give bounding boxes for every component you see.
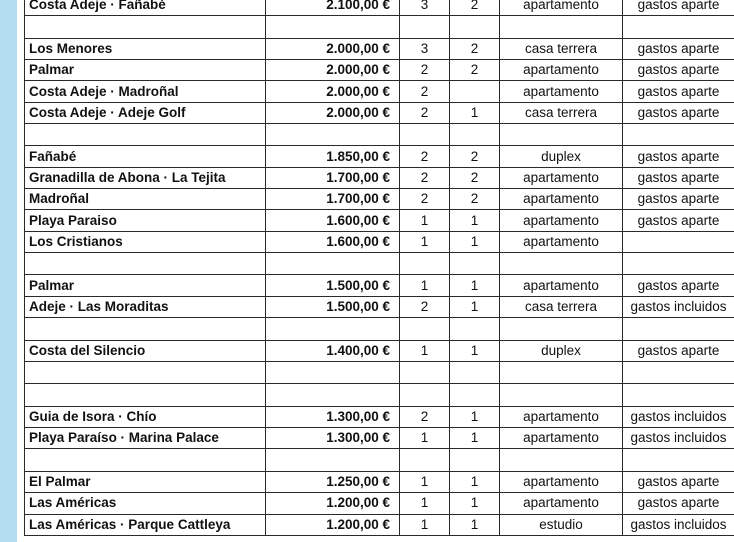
location-cell: Costa Adeje · Adeje Golf [25,102,266,123]
location-cell: Costa Adeje · Fañabé [25,0,266,16]
expenses-cell: gastos aparte [623,167,734,188]
bathrooms-cell: 2 [450,0,500,16]
price-cell: 2.000,00 € [266,60,400,81]
location-cell [25,16,266,39]
bathrooms-cell: 1 [450,231,500,252]
table-row [25,102,734,123]
table-row-empty [25,449,734,472]
property-type-cell: apartamento [500,471,623,492]
property-type-cell: apartamento [500,60,623,81]
bedrooms-cell: 3 [400,38,450,59]
expenses-cell: gastos aparte [623,275,734,296]
expenses-cell: gastos incluidos [623,406,734,427]
location-cell: Las Américas · Parque Cattleya [25,514,266,535]
location-cell: Palmar [25,275,266,296]
location-cell: Fañabé [25,146,266,167]
expenses-cell [623,252,734,275]
property-type-cell [500,361,623,384]
location-cell [25,252,266,275]
price-cell: 1.500,00 € [266,296,400,317]
bedrooms-cell: 2 [400,296,450,317]
expenses-cell: gastos incluidos [623,514,734,535]
bedrooms-cell: 2 [400,189,450,210]
bedrooms-cell: 2 [400,146,450,167]
location-cell: Las Américas [25,493,266,514]
location-cell: El Palmar [25,471,266,492]
price-cell: 1.700,00 € [266,167,400,188]
expenses-cell: gastos aparte [623,60,734,81]
price-cell [266,16,400,39]
property-type-cell: apartamento [500,275,623,296]
expenses-cell: gastos aparte [623,146,734,167]
expenses-cell [623,318,734,341]
bathrooms-cell: 1 [450,406,500,427]
location-cell [25,361,266,384]
price-cell [266,123,400,146]
price-cell: 1.400,00 € [266,340,400,361]
bedrooms-cell: 3 [400,0,450,16]
bedrooms-cell: 2 [400,167,450,188]
bathrooms-cell [450,16,500,39]
table-row-empty [25,361,734,384]
property-type-cell [500,384,623,407]
location-cell: Guia de Isora · Chío [25,406,266,427]
location-cell [25,449,266,472]
property-type-cell: apartamento [500,493,623,514]
bathrooms-cell: 1 [450,428,500,449]
location-cell: Costa del Silencio [25,340,266,361]
table-row [25,428,734,449]
price-cell: 1.200,00 € [266,493,400,514]
table-row [25,471,734,492]
table-row [25,406,734,427]
bathrooms-cell: 1 [450,340,500,361]
expenses-cell [623,123,734,146]
location-cell: Adeje · Las Moraditas [25,296,266,317]
table-row [25,60,734,81]
bathrooms-cell: 2 [450,38,500,59]
expenses-cell [623,384,734,407]
bathrooms-cell [450,361,500,384]
table-row [25,296,734,317]
bathrooms-cell: 2 [450,60,500,81]
property-type-cell: casa terrera [500,38,623,59]
rental-listings-table [24,0,734,536]
price-cell: 2.000,00 € [266,102,400,123]
listings-body [25,0,734,535]
bathrooms-cell: 2 [450,189,500,210]
table-row [25,81,734,102]
expenses-cell: gastos aparte [623,189,734,210]
property-type-cell: apartamento [500,81,623,102]
table-row [25,275,734,296]
bathrooms-cell: 1 [450,296,500,317]
bathrooms-cell: 1 [450,102,500,123]
location-cell [25,123,266,146]
property-type-cell: apartamento [500,189,623,210]
table-row [25,0,734,16]
bathrooms-cell [450,318,500,341]
price-cell: 1.850,00 € [266,146,400,167]
bedrooms-cell: 1 [400,340,450,361]
property-type-cell: duplex [500,340,623,361]
bedrooms-cell: 1 [400,471,450,492]
price-cell: 1.600,00 € [266,210,400,231]
price-cell: 1.300,00 € [266,406,400,427]
property-type-cell [500,449,623,472]
bedrooms-cell: 2 [400,60,450,81]
property-type-cell: apartamento [500,406,623,427]
location-cell: Playa Paraíso · Marina Palace [25,428,266,449]
side-stripe [0,0,17,542]
location-cell [25,384,266,407]
bedrooms-cell: 1 [400,210,450,231]
expenses-cell: gastos aparte [623,38,734,59]
bedrooms-cell [400,123,450,146]
table-row [25,493,734,514]
property-type-cell: apartamento [500,210,623,231]
bathrooms-cell: 2 [450,146,500,167]
property-type-cell [500,16,623,39]
location-cell: Los Menores [25,38,266,59]
table-row-empty [25,318,734,341]
location-cell: Palmar [25,60,266,81]
table-row [25,38,734,59]
bathrooms-cell [450,123,500,146]
location-cell: Costa Adeje · Madroñal [25,81,266,102]
property-type-cell: apartamento [500,167,623,188]
price-cell: 1.600,00 € [266,231,400,252]
bathrooms-cell: 1 [450,514,500,535]
bedrooms-cell [400,384,450,407]
property-type-cell: apartamento [500,0,623,16]
property-type-cell: casa terrera [500,102,623,123]
table-row [25,146,734,167]
bathrooms-cell: 1 [450,275,500,296]
expenses-cell: gastos incluidos [623,428,734,449]
expenses-cell: gastos aparte [623,471,734,492]
expenses-cell: gastos aparte [623,493,734,514]
bedrooms-cell: 1 [400,428,450,449]
expenses-cell: gastos aparte [623,0,734,16]
table-row [25,231,734,252]
price-cell: 2.100,00 € [266,0,400,16]
expenses-cell [623,449,734,472]
property-type-cell: apartamento [500,428,623,449]
property-type-cell [500,318,623,341]
location-cell: Granadilla de Abona · La Tejita [25,167,266,188]
price-cell [266,384,400,407]
rental-listings-sheet [24,0,734,536]
table-row [25,514,734,535]
price-cell: 1.300,00 € [266,428,400,449]
bedrooms-cell: 1 [400,493,450,514]
price-cell: 2.000,00 € [266,81,400,102]
location-cell [25,318,266,341]
bathrooms-cell [450,449,500,472]
bedrooms-cell [400,252,450,275]
price-cell [266,318,400,341]
price-cell [266,361,400,384]
property-type-cell [500,252,623,275]
location-cell: Madroñal [25,189,266,210]
bathrooms-cell: 2 [450,167,500,188]
price-cell: 2.000,00 € [266,38,400,59]
bedrooms-cell: 2 [400,406,450,427]
bathrooms-cell [450,384,500,407]
bathrooms-cell [450,252,500,275]
table-row-empty [25,384,734,407]
price-cell [266,252,400,275]
price-cell: 1.250,00 € [266,471,400,492]
expenses-cell [623,231,734,252]
expenses-cell: gastos aparte [623,81,734,102]
price-cell [266,449,400,472]
table-row [25,210,734,231]
bedrooms-cell: 1 [400,275,450,296]
expenses-cell: gastos incluidos [623,296,734,317]
property-type-cell [500,123,623,146]
property-type-cell: duplex [500,146,623,167]
property-type-cell: estudio [500,514,623,535]
bedrooms-cell: 2 [400,81,450,102]
location-cell: Los Cristianos [25,231,266,252]
price-cell: 1.700,00 € [266,189,400,210]
table-row [25,340,734,361]
expenses-cell: gastos aparte [623,102,734,123]
bathrooms-cell: 1 [450,493,500,514]
bedrooms-cell: 2 [400,102,450,123]
table-row-empty [25,16,734,39]
property-type-cell: casa terrera [500,296,623,317]
bedrooms-cell [400,361,450,384]
table-row [25,189,734,210]
table-row [25,167,734,188]
bedrooms-cell [400,318,450,341]
table-row-empty [25,252,734,275]
expenses-cell: gastos aparte [623,340,734,361]
bedrooms-cell: 1 [400,231,450,252]
price-cell: 1.200,00 € [266,514,400,535]
bedrooms-cell [400,449,450,472]
price-cell: 1.500,00 € [266,275,400,296]
bathrooms-cell [450,81,500,102]
bedrooms-cell: 1 [400,514,450,535]
expenses-cell [623,16,734,39]
location-cell: Playa Paraiso [25,210,266,231]
bedrooms-cell [400,16,450,39]
table-row-empty [25,123,734,146]
property-type-cell: apartamento [500,231,623,252]
bathrooms-cell: 1 [450,471,500,492]
expenses-cell: gastos aparte [623,210,734,231]
expenses-cell [623,361,734,384]
bathrooms-cell: 1 [450,210,500,231]
